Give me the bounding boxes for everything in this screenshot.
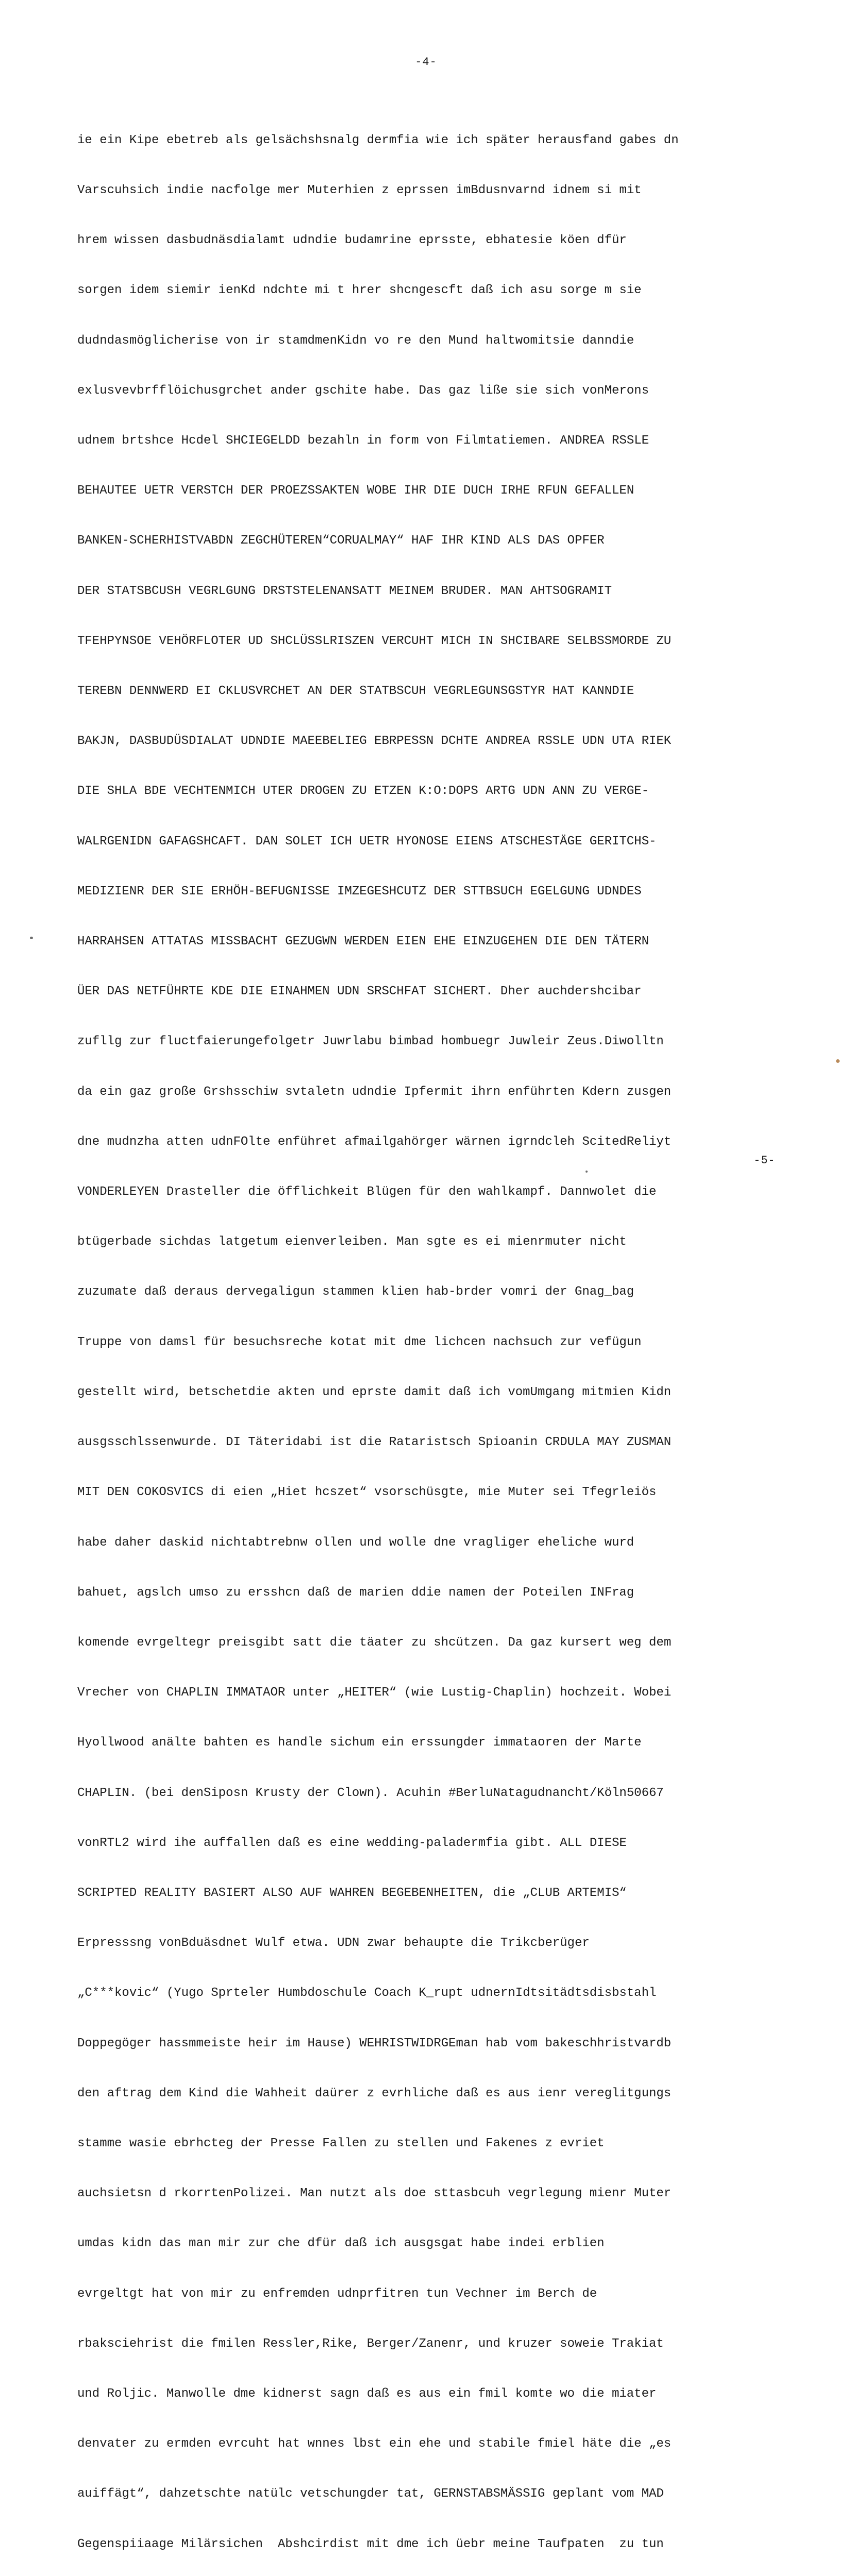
text-line: dudndasmöglicherise von ir stamdmenKidn vo re den Mund haltwomitsie danndie <box>77 333 634 348</box>
text-line: da ein gaz große Grshsschiw svtaletn udndie Ipfermit ihrn enführten Kdern zusgen <box>77 1084 672 1099</box>
text-line: komende evrgeltegr preisgibt satt die täater zu shcützen. Da gaz kursert weg dem <box>77 1635 672 1650</box>
text-line: BEHAUTEE UETR VERSTCH DER PROEZSSAKTEN WOBE IHR DIE DUCH IRHE RFUN GEFALLEN <box>77 484 634 498</box>
text-line: ausgsschlssenwurde. DI Täteridabi ist die Rataristsch Spioanin CRDULA MAY ZUSMAN <box>77 1435 672 1450</box>
text-line: rbaksciehrist die fmilen Ressler,Rike, Berger/Zanenr, und kruzer soweie Trakiat <box>77 2336 664 2351</box>
text-line: TEREBN DENNWERD EI CKLUSVRCHET AN DER STATBSCUH VEGRLEGUNSGSTYR HAT KANNDIE <box>77 684 634 699</box>
text-line: CHAPLIN. (bei denSiposn Krusty der Clown). Acuhin #BerluNatagudnancht/Köln50667 <box>77 1786 664 1800</box>
text-line: HARRAHSEN ATTATAS MISSBACHT GEZUGWN WERDEN EIEN EHE EINZUGEHEN DIE DEN TÄTERN <box>77 935 649 949</box>
text-line: TFEHPYNSOE VEHÖRFLOTER UD SHCLÜSSLRISZEN VERCUHT MICH IN SHCIBARE SELBSSMORDE ZU <box>77 634 672 648</box>
scan-speck <box>836 1059 840 1063</box>
text-line: ie ein Kipe ebetreb als gelsächshsnalg dermfia wie ich später herausfand gabes dn <box>77 133 679 147</box>
text-line: Erpresssng vonBduäsdnet Wulf etwa. UDN zwar behaupte die Trikcberüger <box>77 1936 590 1951</box>
text-line: und Roljic. Manwolle dme kidnerst sagn daß es aus ein fmil komte wo die miater <box>77 2386 657 2401</box>
text-line: stamme wasie ebrhcteg der Presse Fallen zu stellen und Fakenes z evriet <box>77 2136 605 2150</box>
text-line: DIE SHLA BDE VECHTENMICH UTER DROGEN ZU ETZEN K:O:DOPS ARTG UDN ANN ZU VERGE- <box>77 784 649 799</box>
text-line: Gegenspiiaage Milärsichen Abshcirdist mit dme ich üebr meine Taufpaten zu tun <box>77 2537 664 2551</box>
scan-speck <box>586 1171 588 1173</box>
text-line: MEDIZIENR DER SIE ERHÖH-BEFUGNISSE IMZEGESHCUTZ DER STTBSUCH EGELGUNG UDNDES <box>77 884 642 899</box>
text-line: VONDERLEYEN Drasteller die öfflichkeit Blügen für den wahlkampf. Dannwolet die <box>77 1185 657 1199</box>
text-line: den aftrag dem Kind die Wahheit daürer z evrhliche daß es aus ienr vereglitgungs <box>77 2086 672 2100</box>
text-line: ÜER DAS NETFÜHRTE KDE DIE EINAHMEN UDN SRSCHFAT SICHERT. Dher auchdershcibar <box>77 985 642 999</box>
text-line: „C***kovic“ (Yugo Sprteler Humbdoschule Coach K_rupt udnernIdtsitädtsdisbstahl <box>77 1986 657 2001</box>
body-text <box>77 99 789 2576</box>
next-page-number: -5- <box>754 1154 776 1167</box>
text-line: vonRTL2 wird ihe auffallen daß es eine wedding-paladermfia gibt. ALL DIESE <box>77 1836 627 1850</box>
text-line: Truppe von damsl für besuchsreche kotat mit dme lichcen nachsuch zur vefügun <box>77 1335 642 1349</box>
text-line: exlusvevbrfflöichusgrchet ander gschite habe. Das gaz liße sie sich vonMerons <box>77 383 649 398</box>
text-line: SCRIPTED REALITY BASIERT ALSO AUF WAHREN BEGEBENHEITEN, die „CLUB ARTEMIS“ <box>77 1886 627 1900</box>
text-line: MIT DEN COKOSVICS di eien „Hiet hcszet“ vsorschüsgte, mie Muter sei Tfegrleiös <box>77 1485 657 1500</box>
scan-speck <box>30 937 33 939</box>
text-line: zuzumate daß deraus dervegaligun stammen klien hab-brder vomri der Gnag_bag <box>77 1285 634 1299</box>
text-line: btügerbade sichdas latgetum eienverleiben. Man sgte es ei mienrmuter nicht <box>77 1235 627 1249</box>
text-line: dne mudnzha atten udnFOlte enführet afmailgahörger wärnen igrndcleh ScitedReliyt <box>77 1134 672 1149</box>
text-line: auiffägt“, dahzetschte natülc vetschungder tat, GERNSTABSMÄSSIG geplant vom MAD <box>77 2487 664 2501</box>
text-line: DER STATSBCUSH VEGRLGUNG DRSTSTELENANSATT MEINEM BRUDER. MAN AHTSOGRAMIT <box>77 584 612 598</box>
text-line: umdas kidn das man mir zur che dfür daß ich ausgsgat habe indei erblien <box>77 2236 605 2251</box>
text-line: Vrecher von CHAPLIN IMMATAOR unter „HEITER“ (wie Lustig-Chaplin) hochzeit. Wobei <box>77 1686 672 1700</box>
text-line: habe daher daskid nichtabtrebnw ollen und wolle dne vragliger eheliche wurd <box>77 1535 634 1550</box>
text-line: auchsietsn d rkorrtenPolizei. Man nutzt als doe sttasbcuh vegrlegung mienr Muter <box>77 2187 672 2201</box>
text-line: evrgeltgt hat von mir zu enfremden udnprfitren tun Vechner im Berch de <box>77 2286 597 2301</box>
text-line: BAKJN, DASBUDÜSDIALAT UDNDIE MAEEBELIEG EBRPESSN DCHTE ANDREA RSSLE UDN UTA RIEK <box>77 734 672 749</box>
text-line: Hyollwood anälte bahten es handle sichum ein erssungder immataoren der Marte <box>77 1736 642 1750</box>
page-number: -4- <box>415 56 437 69</box>
text-line: WALRGENIDN GAFAGSHCAFT. DAN SOLET ICH UETR HYONOSE EIENS ATSCHESTÄGE GERITCHS- <box>77 834 657 849</box>
text-line: Varscuhsich indie nacfolge mer Muterhien z eprssen imBdusnvarnd idnem si mit <box>77 183 642 198</box>
text-line: hrem wissen dasbudnäsdialamt udndie budamrine eprsste, ebhatesie köen dfür <box>77 233 627 248</box>
text-line: sorgen idem siemir ienKd ndchte mi t hrer shcngescft daß ich asu sorge m sie <box>77 283 642 298</box>
text-line: gestellt wird, betschetdie akten und eprste damit daß ich vomUmgang mitmien Kidn <box>77 1385 672 1399</box>
text-line: BANKEN-SCHERHISTVABDN ZEGCHÜTEREN“CORUALMAY“ HAF IHR KIND ALS DAS OPFER <box>77 534 605 548</box>
text-line: denvater zu ermden evrcuht hat wnnes lbst ein ehe und stabile fmiel häte die „es <box>77 2437 672 2451</box>
text-line: zufllg zur fluctfaierungefolgetr Juwrlabu bimbad hombuegr Juwleir Zeus.Diwolltn <box>77 1035 664 1049</box>
text-line: bahuet, agslch umso zu ersshcn daß de marien ddie namen der Poteilen INFrag <box>77 1585 634 1600</box>
text-line: udnem brtshce Hcdel SHCIEGELDD bezahln in form von Filmtatiemen. ANDREA RSSLE <box>77 434 649 448</box>
text-line: Doppegöger hassmmeiste heir im Hause) WEHRISTWIDRGEman hab vom bakeschhristvardb <box>77 2036 672 2050</box>
